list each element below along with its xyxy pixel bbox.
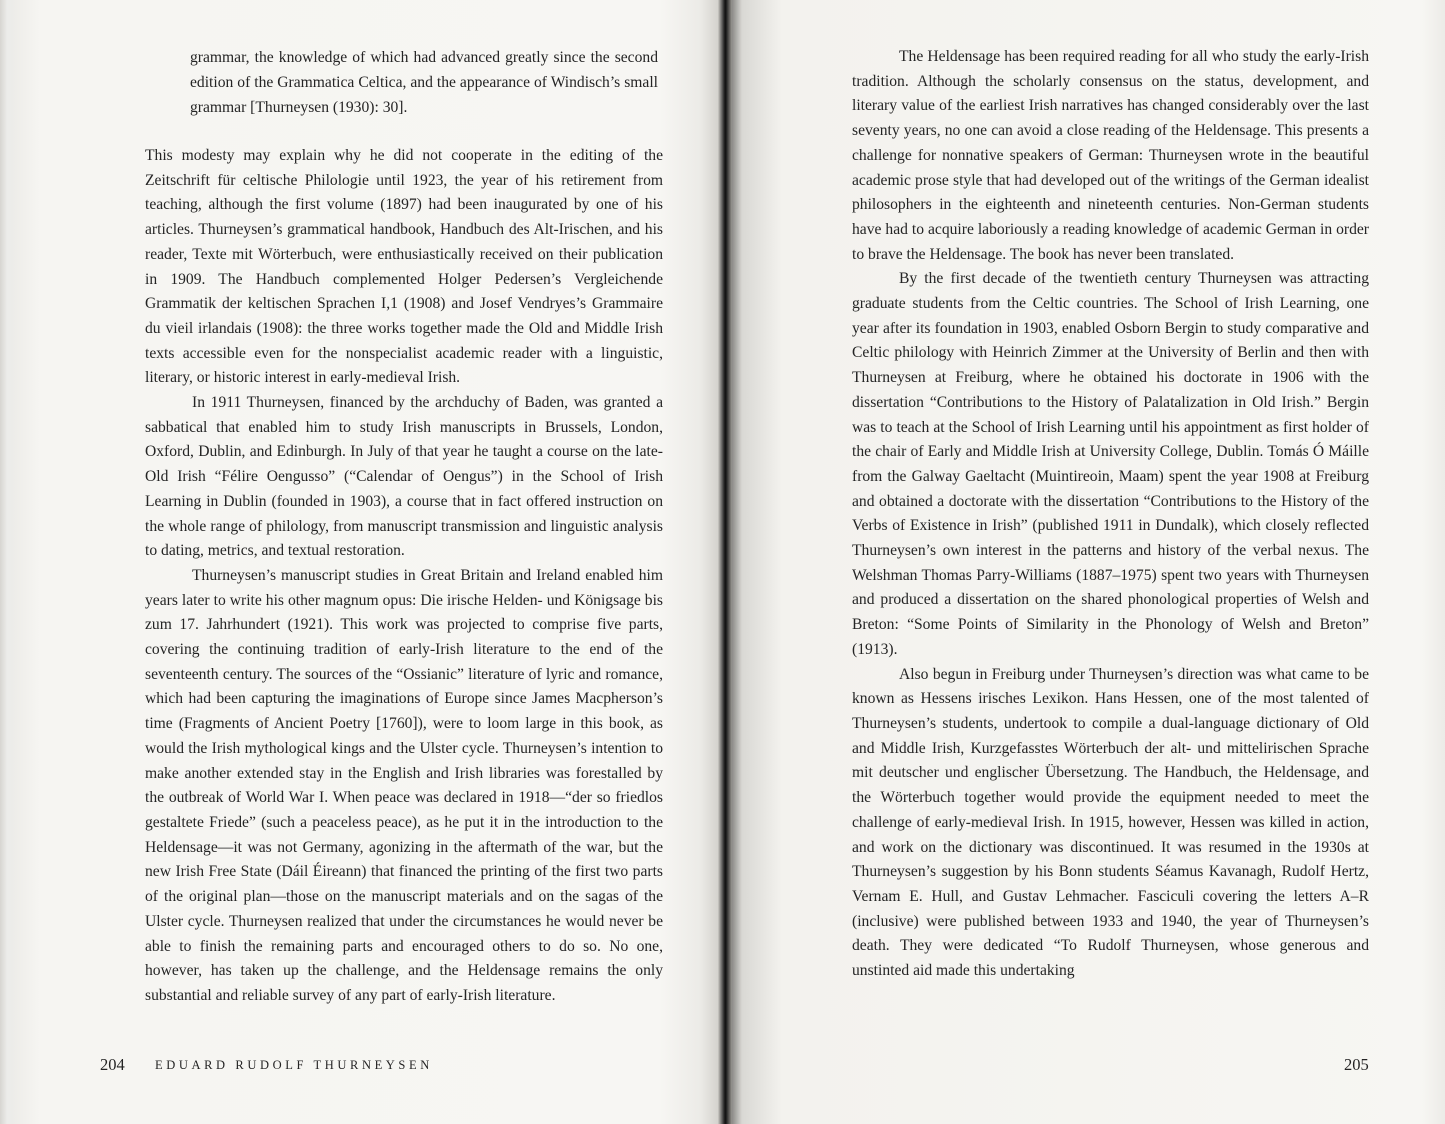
paragraph: By the first decade of the twentieth century Thurneysen was attracting graduate students from the Celtic countries. The School of Irish Learning, one year after its foundation in 1903, enabled Osborn Bergin to study comparative and Celtic philology with Heinrich Zimmer at the University of Berlin and then with Thurneysen at Freiburg, where he obtained his doctorate in 1906 with the dissertation “Contributions to the History of Palatalization in Old Irish.” Bergin was to teach at the School of Irish Learning until his appointment as first holder of the chair of Early and Middle Irish at University College, Dublin. Tomás Ó Máille from the Galway Gaeltacht (Muintireoin, Maam) spent the year 1908 at Freiburg and obtained a doctorate with the dissertation “Contributions to the History of the Verbs of Existence in Irish” (published 1911 in Dundalk), which closely reflected Thurneysen’s own interest in the patterns and history of the verbal nexus. The Welshman Thomas Parry-Williams (1887–1975) spent two years with Thurneysen and produced a dissertation on the shared phonological properties of Welsh and Breton: “Some Points of Similarity in the Phonology of Welsh and Breton” (1913). xyxy=(852,270,1369,658)
paragraph: In 1911 Thurneysen, financed by the archduchy of Baden, was granted a sabbatical that enabled him to study Irish manuscripts in Brussels, London, Oxford, Dublin, and Edinburgh. In July of that year he taught a course on the late-Old Irish “Félire Oengusso” (“Calendar of Oengus”) in the School of Irish Learning in Dublin (founded in 1903), a course that in fact offered instruction on the whole range of philology, from manuscript transmission and linguistic analysis to dating, metrics, and textual restoration. xyxy=(145,394,663,560)
right-body-text xyxy=(852,45,1369,984)
paragraph: The Heldensage has been required reading for all who study the early-Irish tradition. Although the scholarly consensus on the status, development, and literary value of the earliest Irish narratives has changed considerably over the last seventy years, no one can avoid a close reading of the Heldensage. This presents a challenge for nonnative speakers of German: Thurneysen wrote in the beautiful academic prose style that had developed out of the writings of the German idealist philosophers in the eighteenth and nineteenth centuries. Non-German students have had to acquire laboriously a reading knowledge of academic German in order to brave the Heldensage. The book has never been translated. xyxy=(852,48,1369,263)
paragraph: Also begun in Freiburg under Thurneysen’s direction was what came to be known as Hessens irisches Lexikon. Hans Hessen, one of the most talented of Thurneysen’s students, undertook to compile a dual-language dictionary of Old and Middle Irish, Kurzgefasstes Wörterbuch der alt- und mittelirischen Sprache mit deutscher und englischer Übersetzung. The Handbuch, the Heldensage, and the Wörterbuch together would provide the equipment needed to meet the challenge of early-medieval Irish. In 1915, however, Hessen was killed in action, and work on the dictionary was discontinued. It was resumed in the 1930s at Thurneysen’s suggestion by his Bonn students Séamus Kavanagh, Rudolf Hertz, Vernam E. Hull, and Gustav Lehmacher. Fasciculi covering the letters A–R (inclusive) were published between 1933 and 1940, the year of Thurneysen’s death. They were dedicated “To Rudolf Thurneysen, whose generous and unstinted aid made this undertaking xyxy=(852,665,1369,980)
paragraph: This modesty may explain why he did not cooperate in the editing of the Zeitschrift für celtische Philologie until 1923, the year of his retirement from teaching, although the first volume (1897) had been inaugurated by one of his articles. Thurneysen’s grammatical handbook, Handbuch des Alt-Irischen, and his reader, Texte mit Wörterbuch, were enthusiastically received on their publication in 1909. The Handbuch complemented Holger Pedersen’s Vergleichende Grammatik der keltischen Sprachen I,1 (1908) and Josef Vendryes’s Grammaire du vieil irlandais (1908): the three works together made the Old and Middle Irish texts accessible even for the nonspecialist academic reader with a linguistic, literary, or historic interest in early-medieval Irish. xyxy=(145,147,663,387)
running-head: EDUARD RUDOLF THURNEYSEN xyxy=(155,1058,433,1072)
book-gutter xyxy=(718,0,732,1124)
left-body-text xyxy=(145,144,663,1009)
page-number: 205 xyxy=(1344,1055,1369,1074)
block-quote: grammar, the knowledge of which had advanced greatly since the second edition of the Grammatica Celtica, and the appearance of Windisch’s small grammar [Thurneysen (1930): 30]. xyxy=(190,49,658,116)
page-edge-shadow xyxy=(0,0,18,1124)
paragraph: Thurneysen’s manuscript studies in Great Britain and Ireland enabled him years later to write his other magnum opus: Die irische Helden- und Königsage bis zum 17. Jahrhundert (1921). This work was projected to comprise five parts, covering the continuing tradition of early-Irish literature to the end of the seventeenth century. The sources of the “Ossianic” literature of lyric and romance, which had been capturing the imaginations of Europe since James Macpherson’s time (Fragments of Ancient Poetry [1760]), were to loom large in this book, as would the Irish mythological kings and the Ulster cycle. Thurneysen’s intention to make another extended stay in the English and Irish libraries was forestalled by the outbreak of World War I. When peace was declared in 1918—“der so friedlos gestaltete Friede” (such a peaceless peace), as he put it in the introduction to the Heldensage—it was not Germany, agonizing in the aftermath of the war, but the new Irish Free State (Dáil Éireann) that financed the printing of the first two parts of the original plan—those on the manuscript materials and on the sagas of the Ulster cycle. Thurneysen realized that under the circumstances he would never be able to finish the remaining parts and encouraged others to do so. No one, however, has taken up the challenge, and the Heldensage remains the only substantial and reliable survey of any part of early-Irish literature. xyxy=(145,566,663,1004)
left-page xyxy=(0,0,722,1124)
page-number: 204 xyxy=(100,1055,125,1074)
